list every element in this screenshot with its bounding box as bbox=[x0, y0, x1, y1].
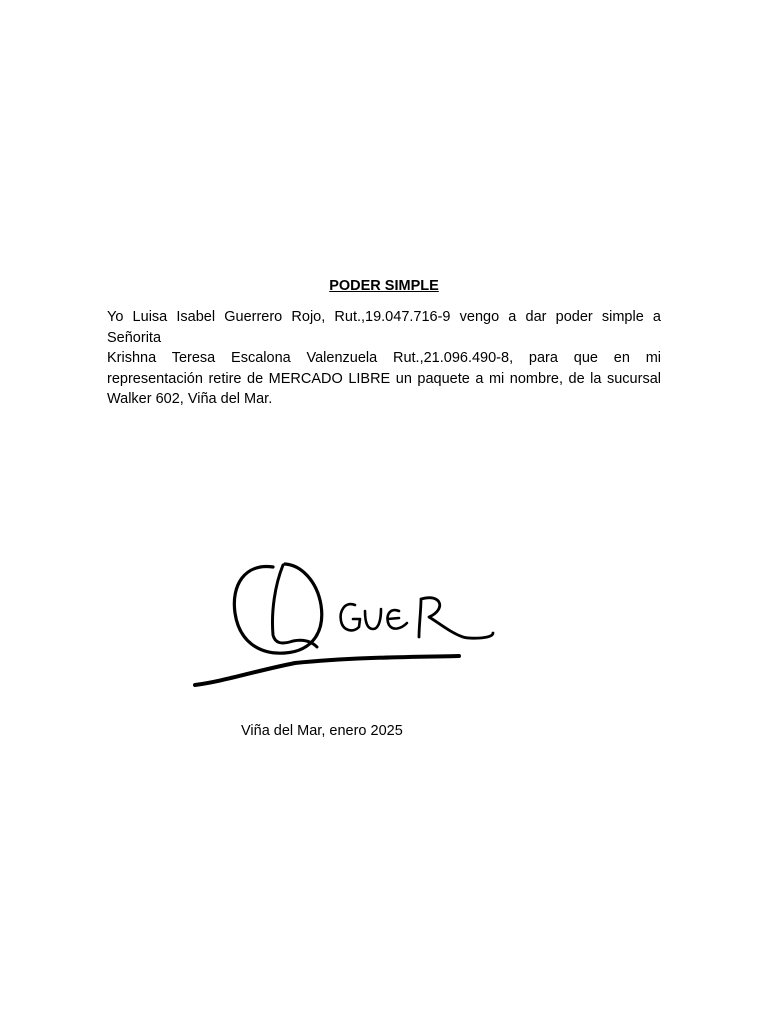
handwritten-signature bbox=[185, 555, 505, 700]
place-and-date: Viña del Mar, enero 2025 bbox=[241, 723, 403, 739]
body-paragraph-grantor: Yo Luisa Isabel Guerrero Rojo, Rut.,19.047.716-9 vengo a dar poder simple a Señorita bbox=[107, 309, 661, 346]
body-paragraph-grantee: Krishna Teresa Escalona Valenzuela Rut.,21.096.490-8, para que en mi representación retire de MERCADO LIBRE un paquete a mi nombre, de la sucursal Walker 602, Viña del Mar. bbox=[107, 350, 661, 407]
document-body bbox=[107, 307, 661, 410]
document-title: PODER SIMPLE bbox=[329, 278, 439, 294]
